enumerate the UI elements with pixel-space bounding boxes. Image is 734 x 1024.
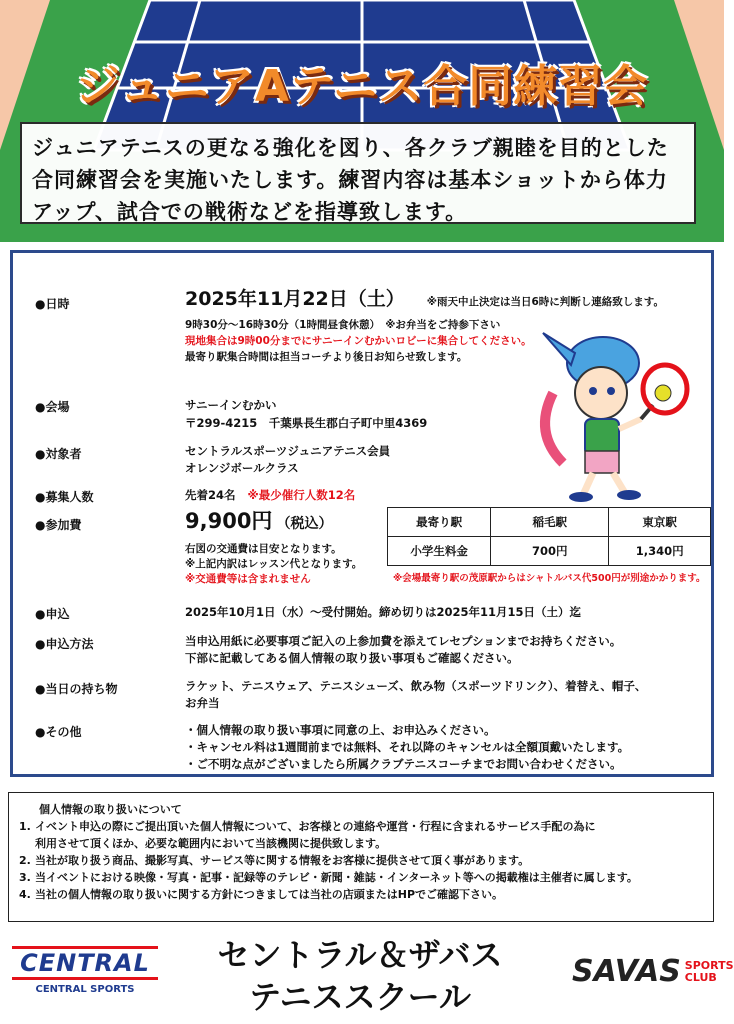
fare-header-row <box>388 508 711 537</box>
privacy-title: 個人情報の取り扱いについて <box>39 803 182 816</box>
station-note: 最寄り駅集合時間は担当コーチより後日お知らせ致します。 <box>185 351 468 363</box>
savas-sub2: CLUB <box>684 970 717 984</box>
privacy-item-text: 当社の個人情報の取り扱いに関する方針につきましては当社の店頭またはHPでご確認下さい。 <box>35 888 504 901</box>
privacy-item <box>19 869 703 886</box>
fee-amount: 9,900円 <box>185 509 273 533</box>
fee-tax: （税込） <box>276 516 333 532</box>
event-time: 9時30分～16時30分（1時間昼食休憩） ※お弁当をご持参下さい <box>185 319 501 331</box>
savas-sub1: SPORTS <box>684 958 734 972</box>
privacy-item <box>19 886 703 903</box>
venue-label: ●会場 <box>35 400 70 414</box>
target-line2: オレンジボールクラス <box>185 461 299 475</box>
method-line2: 下部に記載してある個人情報の取り扱い事項もご確認ください。 <box>185 651 519 665</box>
fare-header-cell: 東京駅 <box>609 508 711 537</box>
other-label: ●その他 <box>35 725 82 739</box>
privacy-item <box>19 835 703 852</box>
school-name-line2: テニススクール <box>248 978 472 1016</box>
other-line2: ・キャンセル料は1週間前までは無料、それ以降のキャンセルは全額頂戴いたします。 <box>185 740 630 754</box>
items-line2: お弁当 <box>185 696 220 710</box>
other-line1: ・個人情報の取り扱い事項に同意の上、お申込みください。 <box>185 723 496 737</box>
privacy-item-number <box>19 835 35 852</box>
page-title: ジュニアAテニス合同練習会 <box>75 61 649 112</box>
fee-label: ●参加費 <box>35 518 82 532</box>
privacy-item-text: 当社が取り扱う商品、撮影写真、サービス等に関する情報をお客様に提供させて頂く事があります。 <box>35 854 530 867</box>
items-label: ●当日の持ち物 <box>35 682 118 696</box>
intro-text: ジュニアテニスの更なる強化を図り、各クラブ親睦を目的とした合同練習会を実施いたします。練習内容は基本ショットから体力アップ、試合での戦術などを指導致します。 <box>20 122 696 224</box>
central-logo-mark: CENTRAL <box>12 946 158 980</box>
method-label: ●申込方法 <box>35 637 94 651</box>
event-details-panel <box>10 250 714 777</box>
fare-table <box>387 507 711 566</box>
fare-row <box>388 537 711 566</box>
meeting-note: 現地集合は9時00分までにサニーインむかいロビーに集合してください。 <box>185 335 532 347</box>
privacy-item-text: イベント申込の際にご提出頂いた個人情報について、お客様との連絡や運営・行程に含まれるサービス手配の為に <box>35 820 596 833</box>
savas-logo-mark: SAVAS <box>572 954 681 989</box>
capacity-minimum: ※最少催行人数12名 <box>247 488 356 502</box>
mascot-illustration <box>513 323 693 503</box>
fee-note1: 右図の交通費は目安となります。 <box>185 543 342 555</box>
fare-cell: 小学生料金 <box>388 537 491 566</box>
event-date: 2025年11月22日（土） <box>185 288 405 310</box>
central-sports-logo <box>12 946 158 995</box>
other-line3: ・ご不明な点がございましたら所属クラブテニスコーチまでお問い合わせください。 <box>185 757 622 771</box>
privacy-item-text: 当イベントにおける映像・写真・記事・記録等のテレビ・新聞・雑誌・インターネット等への掲載権は主催者に属します。 <box>35 871 638 884</box>
items-line1: ラケット、テニスウェア、テニスシューズ、飲み物（スポーツドリンク）、着替え、帽子、 <box>185 679 647 693</box>
capacity-label: ●募集人数 <box>35 490 94 504</box>
method-line1: 当申込用紙に必要事項ご記入の上参加費を添えてレセプションまでお持ちください。 <box>185 634 622 648</box>
hero-banner <box>0 0 724 242</box>
privacy-item-number: 2. <box>19 854 31 867</box>
date-label: ●日時 <box>35 297 70 311</box>
target-line1: セントラルスポーツジュニアテニス会員 <box>185 444 391 458</box>
fare-cell: 700円 <box>491 537 609 566</box>
apply-label: ●申込 <box>35 607 70 621</box>
school-name-line1: セントラル＆ザバス <box>217 936 503 974</box>
privacy-item <box>19 818 703 835</box>
fee-note3: ※交通費等は含まれません <box>185 573 311 585</box>
venue-address: 〒299-4215 千葉県長生郡白子町中里4369 <box>185 416 428 430</box>
privacy-item-number: 4. <box>19 888 31 901</box>
fare-note: ※会場最寄り駅の茂原駅からはシャトルバス代500円が別途かかります。 <box>393 573 706 584</box>
privacy-item-text: 利用させて頂くほか、必要な範囲内において当該機関に提供致します。 <box>35 837 387 850</box>
savas-logo <box>572 954 734 989</box>
capacity: 先着24名 <box>185 488 236 502</box>
apply-period: 2025年10月1日（水）～受付開始。締め切りは2025年11月15日（土）迄 <box>185 605 582 619</box>
fare-header-cell: 稲毛駅 <box>491 508 609 537</box>
privacy-item-number: 3. <box>19 871 31 884</box>
fare-cell: 1,340円 <box>609 537 711 566</box>
school-name <box>200 934 520 1018</box>
privacy-notice <box>8 792 714 922</box>
central-logo-subtitle: CENTRAL SPORTS <box>35 984 135 995</box>
fee-note2: ※上記内訳はレッスン代となります。 <box>185 558 363 570</box>
target-label: ●対象者 <box>35 447 82 461</box>
privacy-item-number: 1. <box>19 820 31 833</box>
fare-header-cell: 最寄り駅 <box>388 508 491 537</box>
privacy-item <box>19 852 703 869</box>
venue-name: サニーインむかい <box>185 398 277 412</box>
rain-note: ※雨天中止決定は当日6時に判断し連絡致します。 <box>426 296 664 308</box>
